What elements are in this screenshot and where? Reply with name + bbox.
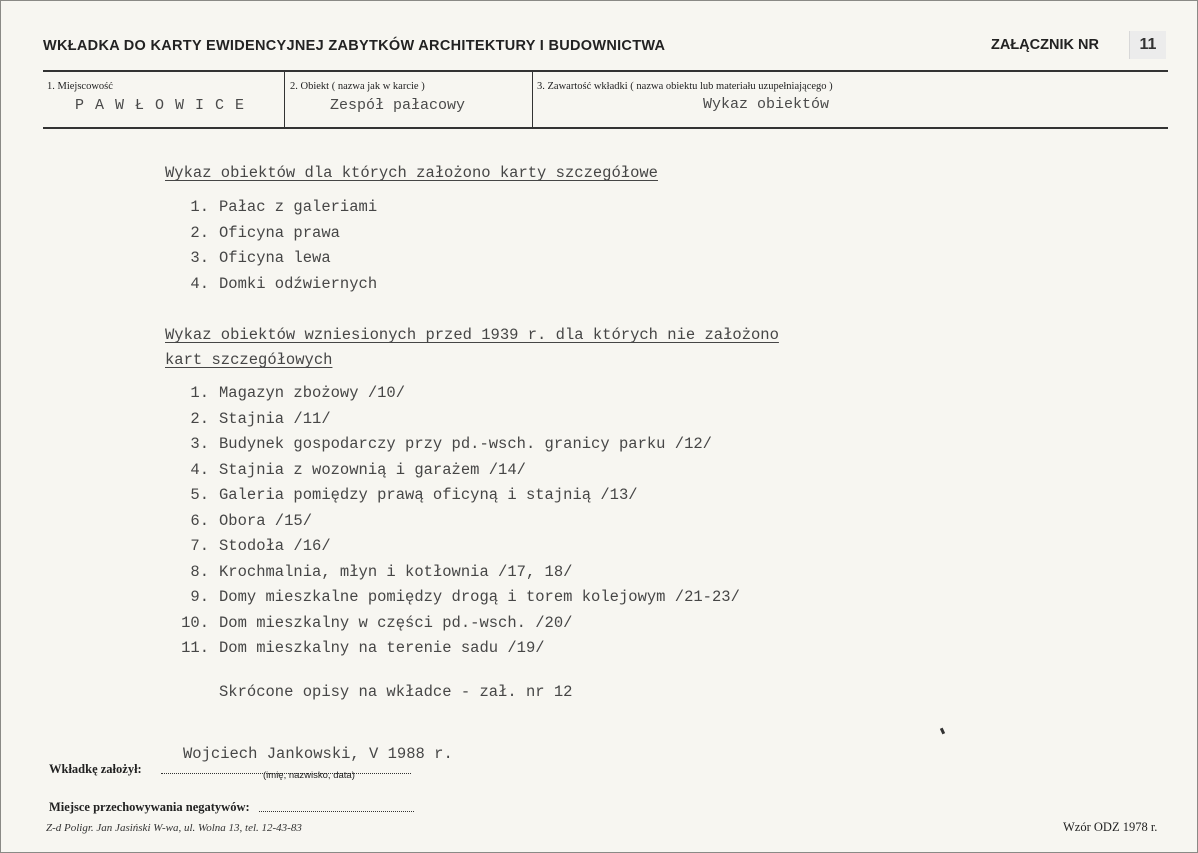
section2-heading-line1: Wykaz obiektów wzniesionych przed 1939 r. dla których nie założono [165, 326, 779, 344]
column-divider-1 [284, 72, 285, 127]
list-item: 2. Stajnia /11/ [190, 409, 331, 428]
storage-dotted-line [259, 811, 414, 812]
list-item: 1. Magazyn zbożowy /10/ [190, 384, 406, 402]
list-item: 10. Dom mieszkalny w części pd.-wsch. /20/ [181, 613, 573, 632]
list-item: 5. Galeria pomiędzy prawą oficyną i stajnią /13/ [190, 486, 638, 504]
section2-list [175, 384, 875, 665]
content-value: Wykaz obiektów [703, 96, 830, 113]
signature-label: Wkładkę założył: [49, 762, 142, 776]
list-item: 1. Pałac z galeriami [190, 198, 378, 216]
object-value: Zespół pałacowy [330, 97, 466, 114]
printer-imprint: Z-d Poligr. Jan Jasiński W-wa, ul. Wolna 13, tel. 12-43-83 [46, 822, 302, 834]
place-value: P A W Ł O W I C E [75, 97, 246, 114]
form-title: WKŁADKA DO KARTY EWIDENCYJNEJ ZABYTKÓW ARCHITEKTURY I BUDOWNICTWA [43, 38, 666, 54]
content-label: 3. Zawartość wkładki ( nazwa obiektu lub materiału uzupełniającego ) [537, 81, 833, 92]
list-item: 7. Stodoła /16/ [190, 537, 331, 555]
place-label: 1. Miejscowość [47, 81, 113, 92]
column-divider-2 [532, 72, 533, 127]
annex-label: ZAŁĄCZNIK NR [991, 37, 1099, 53]
ink-mark [940, 728, 945, 735]
section1-heading: Wykaz obiektów dla których założono karty szczegółowe [165, 164, 658, 182]
bottom-rule [43, 127, 1168, 129]
signature-value: Wojciech Jankowski, V 1988 r. [183, 745, 453, 763]
list-item: 11. Dom mieszkalny na terenie sadu /19/ [181, 639, 545, 657]
top-rule [43, 70, 1168, 72]
storage-label: Miejsce przechowywania negatywów: [49, 800, 250, 814]
object-label: 2. Obiekt ( nazwa jak w karcie ) [290, 81, 425, 92]
list-item: 9. Domy mieszkalne pomiędzy drogą i torem kolejowym /21-23/ [190, 588, 740, 606]
list-item: 2. Oficyna prawa [190, 223, 340, 242]
section2-heading-line2: kart szczegółowych [165, 351, 333, 369]
list-item: 3. Budynek gospodarczy przy pd.-wsch. granicy parku /12/ [190, 435, 712, 453]
list-item: 6. Obora /15/ [190, 511, 313, 530]
annex-number: 11 [1129, 31, 1166, 59]
signature-caption: (imię, nazwisko, data) [263, 770, 355, 781]
list-item: 3. Oficyna lewa [190, 249, 331, 267]
form-code: Wzór ODZ 1978 r. [1063, 820, 1158, 834]
list-item: 4. Stajnia z wozownią i garażem /14/ [190, 460, 526, 479]
section1-list [175, 198, 675, 300]
list-item: 4. Domki odźwiernych [190, 274, 378, 293]
short-descriptions-note: Skrócone opisy na wkładce - zał. nr 12 [219, 683, 573, 701]
list-item: 8. Krochmalnia, młyn i kotłownia /17, 18/ [190, 562, 573, 581]
